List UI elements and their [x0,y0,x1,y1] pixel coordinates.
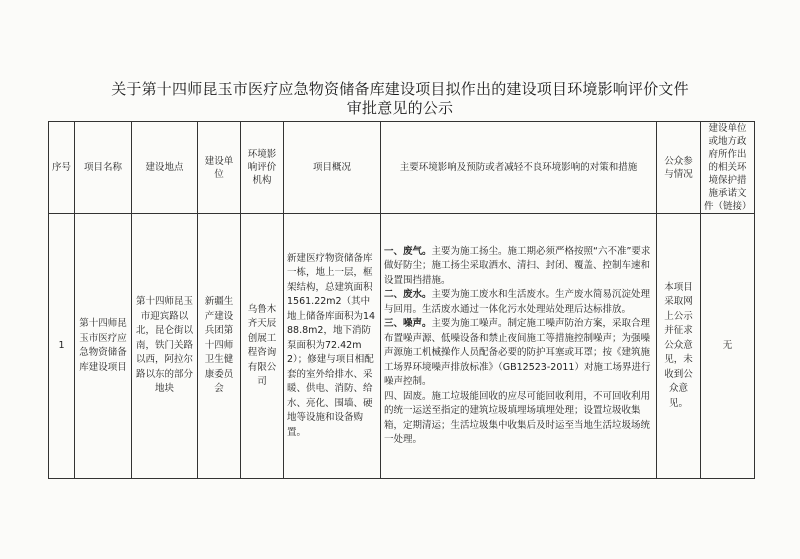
cell-builder: 新疆生产建设兵团第十四师卫生健康委员会 [198,214,241,479]
measure-text-solid-waste: 施工垃圾能回收的应尽可能回收利用，不可回收利用的统一运送至指定的建筑垃圾填埋场填埋处理；设置垃圾收集箱，定期清运；生活垃圾集中收集后及时运至当地生活垃圾场统一处理。 [384,390,651,445]
cell-participation: 本项目采取网上公示并征求公众意见，未收到公众意见。 [657,214,701,479]
measure-title-noise: 三、噪声。 [384,318,432,329]
measure-item-wastewater [384,288,653,317]
measure-item-exhaust [384,245,653,289]
header-project-name: 项目名称 [75,122,132,214]
header-builder: 建设单位 [198,122,241,214]
header-measures: 主要环境影响及预防或者减轻不良环境影响的对策和措施 [381,122,657,214]
cell-eia-agency: 乌鲁木齐天辰创展工程咨询有限公司 [241,214,284,479]
header-row [49,122,755,214]
cell-location: 第十四师昆玉市迎宾路以北，昆仑街以南，铁门关路以西，阿拉尔路以东的部分地块 [132,214,198,479]
header-location: 建设地点 [132,122,198,214]
title-line-2: 审批意见的公示 [346,99,454,117]
measure-item-noise [384,317,653,390]
table-row [49,214,755,479]
header-overview: 项目概况 [284,122,381,214]
approval-table [48,121,755,479]
measure-title-wastewater: 二、废水。 [384,289,432,300]
measure-item-solid-waste [384,390,653,448]
measure-text-noise: 主要为施工噪声。制定施工噪声防治方案，采取合理布置噪声源、低噪设备和禁止夜间施工等措施控制噪声；为强噪声源施工机械操作人员配备必要的防护耳塞或耳罩；按《建筑施工场界环境噪声排放标准》（GB12523-2011）对施工场界进行噪声控制。 [384,318,651,387]
document-title [40,80,760,118]
cell-project-name: 第十四师昆玉市医疗应急物资储备库建设项目 [75,214,132,479]
header-seq: 序号 [49,122,75,214]
title-line-1: 关于第十四师昆玉市医疗应急物资储备库建设项目拟作出的建设项目环境影响评价文件 [111,80,689,98]
cell-measures [381,214,657,479]
header-commitment: 建设单位或地方政府所作出的相关环境保护措施承诺文件（链接） [701,122,755,214]
cell-overview: 新建医疗物资储备库一栋，地上一层，框架结构，总建筑面积1561.22m2（其中地上储备库面积为1488.8m2，地下消防泵面积为72.42m2）；修建与项目相配套的室外给排水、采暖、供电、消防、给水、亮化、围墙、硬地等设施和设备购置。 [284,214,381,479]
measure-text-exhaust: 主要为施工扬尘。施工期必须严格按照“六不准”要求做好防尘；施工扬尘采取洒水、清扫、封闭、覆盖、控制车速和设置围挡措施。 [384,245,651,286]
cell-commitment: 无 [701,214,755,479]
cell-seq: 1 [49,214,75,479]
header-eia-agency: 环境影响评价机构 [241,122,284,214]
header-participation: 公众参与情况 [657,122,701,214]
measure-text-wastewater: 主要为施工废水和生活废水。生产废水简易沉淀处理与回用。生活废水通过一体化污水处理站处理后达标排放。 [384,289,651,315]
measure-title-solid-waste: 四、固废。 [384,390,432,402]
measure-title-exhaust: 一、废气。 [384,245,432,257]
